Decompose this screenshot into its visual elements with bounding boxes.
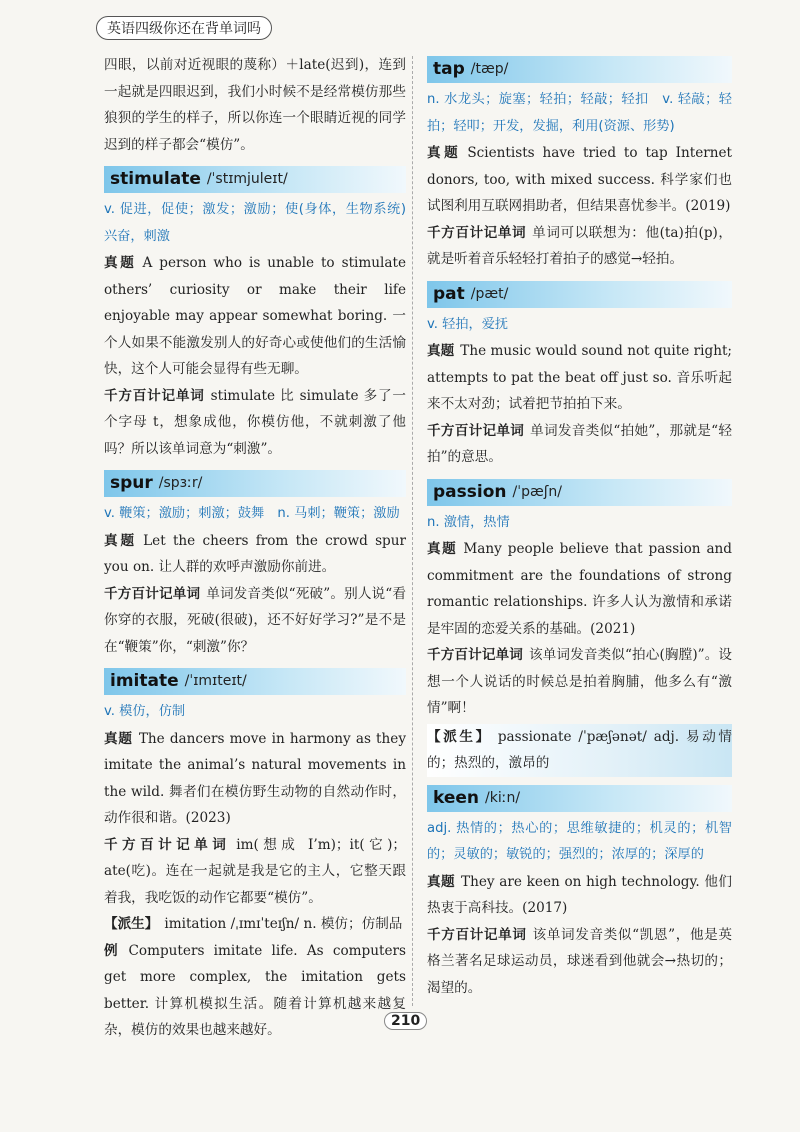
exam-sentence xyxy=(427,869,732,922)
definition: n. 水龙头；旋塞；轻拍；轻敲；轻扣 v. 轻敲；轻拍；轻叩；开发，发掘，利用(资源、形势) xyxy=(427,92,732,134)
memo-text: im(想成 I’m)；it(它)；ate(吃)。连在一起就是我是它的主人，它整天跟着我，我吃饭的动作它都要“模仿”。 xyxy=(104,836,406,906)
exam-label: 真题 xyxy=(104,255,137,271)
phonetic: /ˈstɪmjuleɪt/ xyxy=(206,171,288,188)
exam-label: 真题 xyxy=(427,343,455,359)
exam-sentence xyxy=(104,528,406,581)
memo-label: 千方百计记单词 xyxy=(104,387,205,404)
phonetic: /tæp/ xyxy=(470,61,509,78)
memo-text: 该单词发音类似“拍心(胸膛)”。设想一个人说话的时候总是拍着胸脯，他多么有“激情”啊！ xyxy=(427,647,733,716)
phonetic: /kiːn/ xyxy=(485,789,521,806)
definition: v. 模仿，仿制 xyxy=(104,704,186,719)
derivative-text: imitation /ˌɪmɪˈteɪʃn/ n. 模仿；仿制品 xyxy=(164,916,403,932)
exam-text: Let the cheers from the crowd spur you on. 让人群的欢呼声激励你前进。 xyxy=(104,532,406,575)
headword-bar-passion xyxy=(427,479,732,506)
exam-text: Scientists have tried to tap Internet donors, too, with mixed success. 科学家们也试图利用互联网捐助者，但结果喜忧参半。(2019) xyxy=(427,145,733,214)
memo-label: 千方百计记单词 xyxy=(104,836,231,853)
definition: adj. 热情的；热心的；思维敏捷的；机灵的；机智的；灵敏的；敏锐的；强烈的；浓厚的；深厚的 xyxy=(427,820,732,862)
memo-text: 单词发音类似“拍她”，那就是“轻拍”的意思。 xyxy=(427,422,732,465)
exam-label: 真题 xyxy=(427,541,458,557)
intro-text: 四眼，以前对近视眼的蔑称）＋late(迟到)，连到一起就是四眼迟到，我们小时候不是经常模仿那些狼狈的学生的样子，所以你连一个眼睛近视的同学迟到的样子都会“模仿”。 xyxy=(104,57,406,153)
phonetic: /ˈɪmɪteɪt/ xyxy=(184,673,247,690)
headword: tap xyxy=(433,59,465,80)
exam-text: The music would sound not quite right; attempts to pat the beat off just so. 音乐听起来不太对劲；试着把节拍拍下来。 xyxy=(427,343,732,412)
memo-text: 单词发音类似“死破”。别人说“看你穿的衣服，死破(很破)，还不好好学习?”是不是在“鞭策”你，“刺激”你？ xyxy=(104,585,406,655)
exam-sentence xyxy=(427,140,732,220)
memory-tip xyxy=(104,581,406,661)
definition: v. 促进，促使；激发；激励；使(身体，生物系统)兴奋，刺激 xyxy=(104,202,406,244)
definition: n. 激情，热情 xyxy=(427,514,510,530)
phonetic: /spɜːr/ xyxy=(158,475,203,492)
example-label: 例 xyxy=(104,942,123,959)
headword: stimulate xyxy=(110,169,201,190)
exam-sentence xyxy=(104,726,406,832)
headword-bar-spur xyxy=(104,470,406,497)
right-column xyxy=(427,52,732,1001)
memory-tip xyxy=(104,383,406,463)
memo-label: 千方百计记单词 xyxy=(427,647,523,663)
memo-text: 单词可以联想为：他(ta)拍(p)，就是听着音乐轻轻打着拍子的感觉→轻拍。 xyxy=(427,224,733,267)
phonetic: /pæt/ xyxy=(470,285,509,302)
exam-label: 真题 xyxy=(427,145,462,161)
definition: v. 鞭策；激励；刺激；鼓舞 n. 马刺；鞭策；激励 xyxy=(104,506,400,521)
exam-label: 真题 xyxy=(104,532,138,549)
page-number xyxy=(384,1012,427,1030)
memory-tip xyxy=(104,832,406,912)
derivative-label: 【派生】 xyxy=(104,916,159,932)
memory-tip xyxy=(427,220,732,273)
book-title: 英语四级你还在背单词吗 xyxy=(107,21,261,37)
derivative-label: 【派生】 xyxy=(427,728,492,745)
exam-label: 真题 xyxy=(104,730,133,747)
definition: v. 轻拍，爱抚 xyxy=(427,316,509,332)
headword-bar-pat xyxy=(427,281,732,308)
headword-bar-stimulate xyxy=(104,166,406,193)
exam-sentence xyxy=(104,250,406,383)
derivative xyxy=(104,911,406,938)
headword-bar-imitate xyxy=(104,668,406,695)
memo-text: stimulate 比 simulate 多了一个字母 t，想象成他，你模仿他，不就刺激了他吗？所以该单词意为“刺激”。 xyxy=(104,387,406,457)
memory-tip xyxy=(427,922,732,1002)
memo-label: 千方百计记单词 xyxy=(427,224,527,241)
phonetic: /ˈpæʃn/ xyxy=(512,483,562,500)
memo-label: 千方百计记单词 xyxy=(427,422,525,439)
headword-bar-keen xyxy=(427,785,732,812)
exam-sentence xyxy=(427,338,732,418)
headword-bar-tap xyxy=(427,56,732,83)
memory-tip xyxy=(427,418,732,471)
headword: spur xyxy=(110,473,153,494)
exam-text: A person who is unable to stimulate others’ curiosity or make their life enjoyable may appear somewhat boring. 一个人如果不能激发别人的好奇心或使他们的生活愉快，这个人可能会显得有些无聊。 xyxy=(104,255,406,377)
exam-text: The dancers move in harmony as they imitate the animal’s natural movements in the wild. 舞者们在模仿野生动物的自然动作时，动作很和谐。(2023) xyxy=(104,730,407,826)
derivative-text: passionate /ˈpæʃənət/ adj. 易动情的；热烈的，激昂的 xyxy=(427,728,733,771)
memory-tip xyxy=(427,642,732,722)
headword: passion xyxy=(433,481,507,502)
memo-label: 千方百计记单词 xyxy=(104,585,201,602)
left-column xyxy=(104,52,406,1044)
exam-text: They are keen on high technology. 他们热衷于高科技。(2017) xyxy=(427,873,733,916)
headword: keen xyxy=(433,787,480,808)
derivative xyxy=(427,724,732,777)
exam-text: Many people believe that passion and commitment are the foundations of strong romantic relationships. 许多人认为激情和承诺是牢固的恋爱关系的基础。(2021) xyxy=(427,541,733,637)
exam-label: 真题 xyxy=(427,873,456,890)
example-text: Computers imitate life. As computers get more complex, the imitation gets better. 计算机模拟生活。随着计算机越来越复杂，模仿的效果也越来越好。 xyxy=(104,942,406,1038)
book-title-badge xyxy=(96,16,272,40)
column-divider xyxy=(412,56,413,1006)
headword: imitate xyxy=(110,671,179,692)
headword: pat xyxy=(433,283,465,304)
exam-sentence xyxy=(427,536,732,642)
page-number-text: 210 xyxy=(391,1013,421,1029)
example-sentence xyxy=(104,938,406,1044)
memo-label: 千方百计记单词 xyxy=(427,926,527,943)
memo-text: 该单词发音类似“凯恩”，他是英格兰著名足球运动员，球迷看到他就会→热切的；渴望的。 xyxy=(427,926,732,996)
